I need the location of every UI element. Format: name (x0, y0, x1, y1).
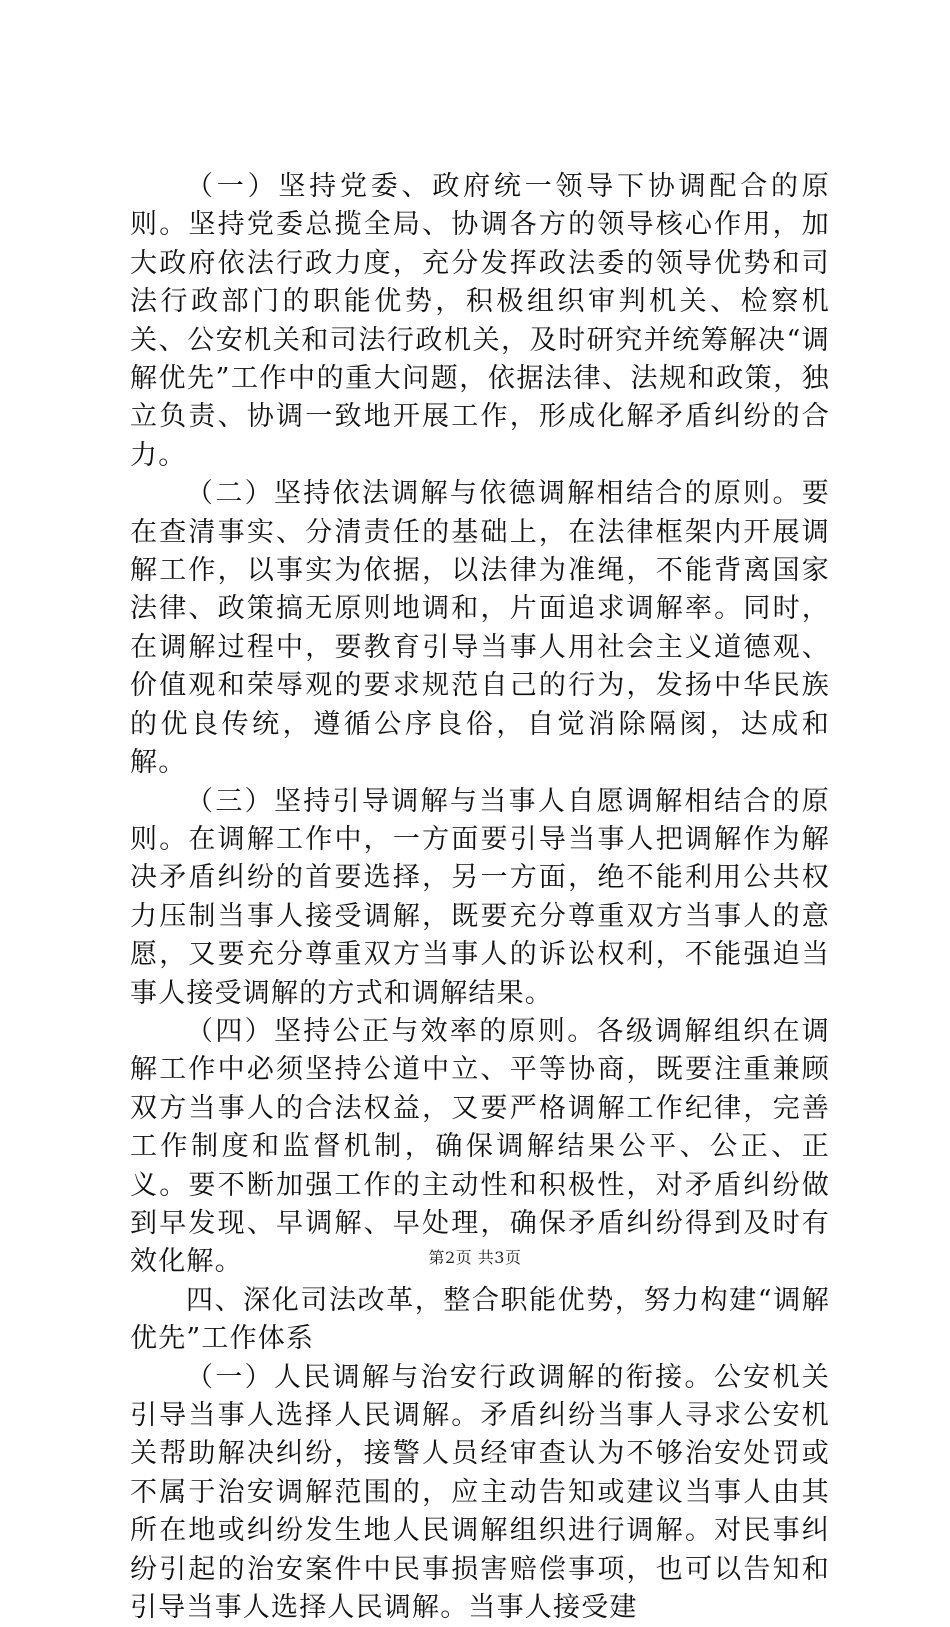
paragraph-principle-1: （一）坚持党委、政府统一领导下协调配合的原则。坚持党委总揽全局、协调各方的领导核心作用，加大政府依法行政力度，充分发挥政法委的领导优势和司法行政部门的职能优势，积极组织审判机关、检察机关、公安机关和司法行政机关，及时研究并统筹解决“调解优先”工作中的重大问题，依据法律、法规和政策，独立负责、协调一致地开展工作，形成化解矛盾纠纷的合力。 (130, 171, 830, 471)
page-number-footer: 第2页 共3页 (428, 1248, 522, 1267)
paragraph-principle-4: （四）坚持公正与效率的原则。各级调解组织在调解工作中必须坚持公道中立、平等协商，既要注重兼顾双方当事人的合法权益，又要严格调解工作纪律，完善工作制度和监督机制，确保调解结果公平、公正、正义。要不断加强工作的主动性和积极性，对矛盾纠纷做到早发现、早调解、早处理，确保矛盾纠纷得到及时有效化解。 (130, 1015, 830, 1278)
section-heading-four: 四、深化司法改革，整合职能优势，努力构建“调解优先”工作体系 (130, 1284, 830, 1355)
paragraph-principle-3: （三）坚持引导调解与当事人自愿调解相结合的原则。在调解工作中，一方面要引导当事人把调解作为解决矛盾纠纷的首要选择，另一方面，绝不能利用公共权力压制当事人接受调解，既要充分尊重双方当事人的意愿，又要充分尊重双方当事人的诉讼权利，不能强迫当事人接受调解的方式和调解结果。 (130, 785, 830, 1009)
paragraph-mediation-link: （一）人民调解与治安行政调解的衔接。公安机关引导当事人选择人民调解。矛盾纠纷当事人寻求公安机关帮助解决纠纷，接警人员经审查认为不够治安处罚或不属于治安调解范围的，应主动告知或建议当事人由其所在地或纠纷发生地人民调解组织进行调解。对民事纠纷引起的治安案件中民事损害赔偿事项，也可以告知和引导当事人选择人民调解。当事人接受建 (130, 1361, 830, 1624)
document-body (130, 168, 830, 1627)
paragraph-principle-2: （二）坚持依法调解与依德调解相结合的原则。要在查清事实、分清责任的基础上，在法律框架内开展调解工作，以事实为依据，以法律为准绳，不能背离国家法律、政策搞无原则地调和，片面追求调解率。同时，在调解过程中，要教育引导当事人用社会主义道德观、价值观和荣辱观的要求规范自己的行为，发扬中华民族的优良传统，遵循公序良俗，自觉消除隔阂，达成和解。 (130, 478, 830, 779)
